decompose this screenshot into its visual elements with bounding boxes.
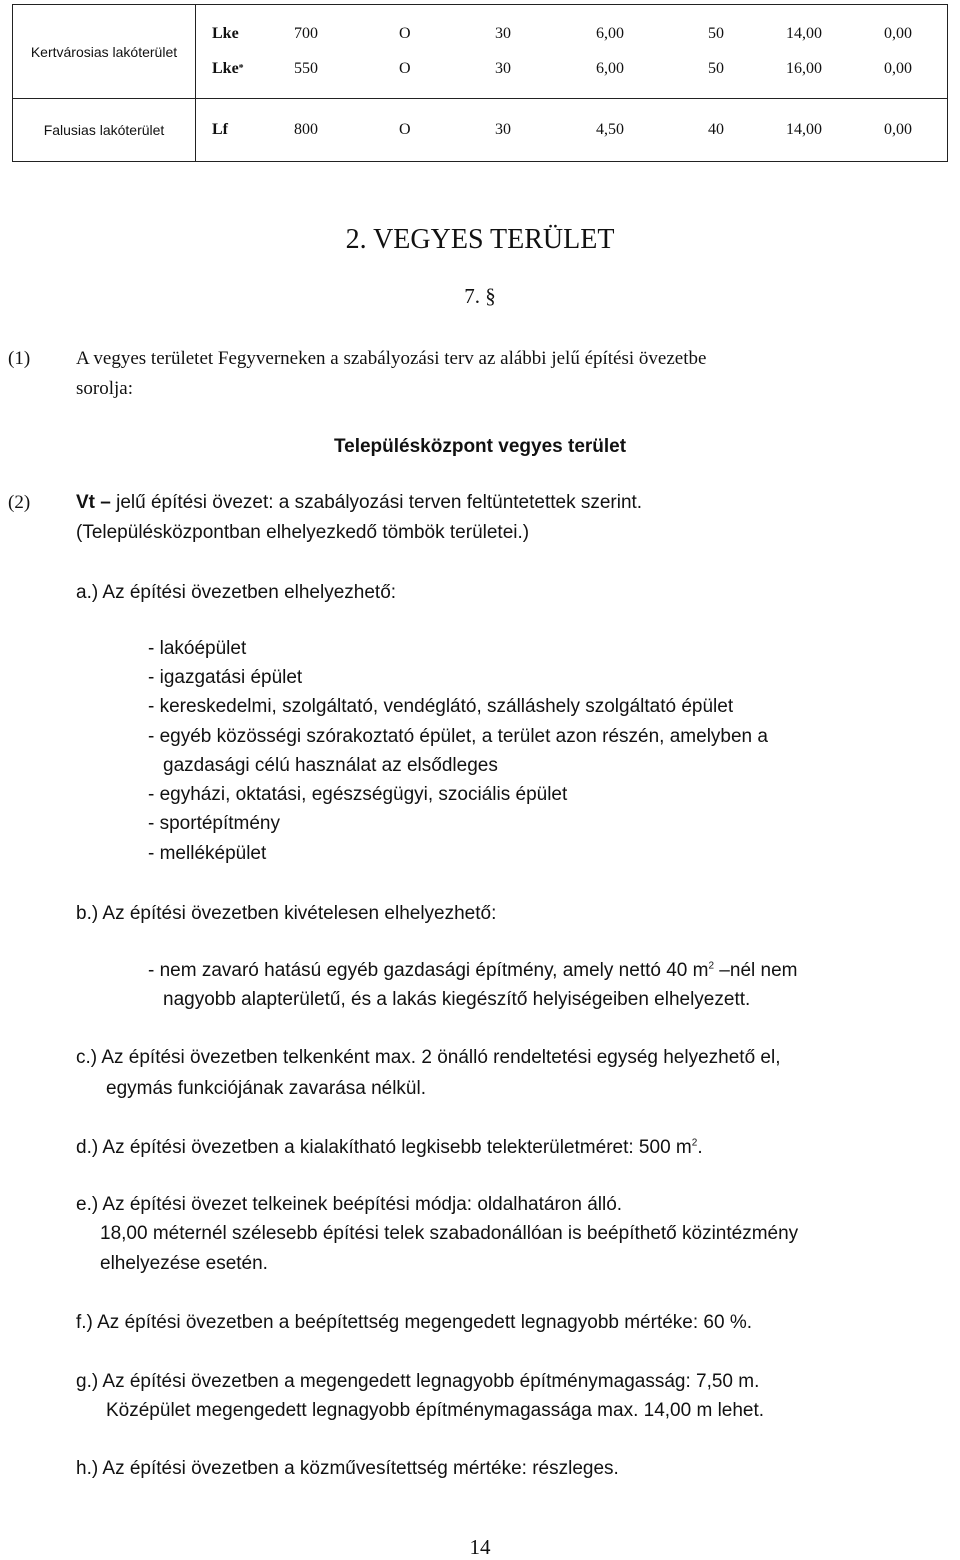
p2-line1: [76, 492, 642, 514]
zone-code: Lf: [212, 121, 228, 139]
zone-code: Lke: [212, 24, 239, 42]
section-title: 2. VEGYES TERÜLET: [345, 224, 615, 255]
max-coverage: 30: [495, 24, 511, 42]
building-mode: O: [399, 59, 411, 77]
min-lot-area: 800: [294, 121, 318, 139]
d-sup: 2: [691, 1137, 698, 1149]
min-lot-area: 550: [294, 59, 318, 77]
b-heading: b.) Az építési övezetben kivételesen elhelyezhető:: [76, 903, 497, 924]
d-text: d.) Az építési övezetben a kialakítható legkisebb telekterületméret: 500 m: [76, 1137, 692, 1158]
min-green-area: 50: [708, 59, 724, 77]
c-line1: c.) Az építési övezetben telkenként max. 2 önálló rendeltetési egység helyezhető el,: [76, 1047, 781, 1068]
paragraph-number: 7. §: [464, 284, 496, 308]
building-mode: O: [399, 121, 411, 139]
min-lot-width: 16,00: [786, 59, 822, 77]
b-line2: nagyobb alapterületű, és a lakás kiegészítő helyiségeiben elhelyezett.: [163, 989, 751, 1010]
min-lot-width: 14,00: [786, 24, 822, 42]
value-row: [196, 107, 947, 153]
min-lot-depth: 0,00: [884, 24, 912, 42]
list-item: - melléképület: [148, 843, 267, 864]
list-item: - sportépítmény: [148, 813, 280, 834]
values-cell: [196, 99, 948, 162]
page-number: 14: [469, 1535, 491, 1559]
min-green-area: 50: [708, 24, 724, 42]
b-line1-sup: 2: [708, 960, 715, 972]
min-lot-area: 700: [294, 24, 318, 42]
zone-code-vt: Vt –: [76, 492, 111, 513]
f-line1: f.) Az építési övezetben a beépítettség megengedett legnagyobb mértéke: 60 %.: [76, 1312, 753, 1333]
max-height: 6,00: [596, 24, 624, 42]
list-item: - egyéb közösségi szórakoztató épület, a terület azon részén, amelyben a: [148, 726, 768, 747]
d-tail: .: [697, 1137, 703, 1158]
category-cell: Kertvárosias lakóterület: [13, 5, 196, 99]
value-row: [196, 17, 947, 51]
g-line1: g.) Az építési övezetben a megengedett legnagyobb építménymagasság: 7,50 m.: [76, 1371, 760, 1392]
min-lot-depth: 0,00: [884, 59, 912, 77]
h-line1: h.) Az építési övezetben a közművesítettség mértéke: részleges.: [76, 1458, 619, 1479]
category-cell: Falusias lakóterület: [13, 99, 196, 162]
list-item: - egyházi, oktatási, egészségügyi, szociális épület: [148, 784, 568, 805]
list-item: gazdasági célú használat az elsődleges: [163, 755, 498, 776]
building-mode: O: [399, 24, 411, 42]
max-coverage: 30: [495, 121, 511, 139]
values-cell: [196, 5, 948, 99]
p2-line1-text: jelű építési övezet: a szabályozási terven feltüntetettek szerint.: [110, 492, 643, 513]
e-line1: e.) Az építési övezet telkeinek beépítési módja: oldalhatáron álló.: [76, 1194, 623, 1215]
table-row: [13, 99, 948, 162]
e-line2: 18,00 méternél szélesebb építési telek szabadonállóan is beépíthető közintézmény: [100, 1223, 799, 1244]
list-item: - kereskedelmi, szolgáltató, vendéglátó, szálláshely szolgáltató épület: [148, 696, 734, 717]
c-line2: egymás funkciójának zavarása nélkül.: [106, 1078, 427, 1099]
p1-number: (1): [8, 348, 31, 369]
d-line1: [76, 1137, 703, 1159]
e-line3: elhelyezése esetén.: [100, 1253, 268, 1274]
p2-line2: (Településközpontban elhelyezkedő tömbök területei.): [76, 522, 530, 543]
max-height: 6,00: [596, 59, 624, 77]
p1-line2: sorolja:: [76, 378, 133, 399]
list-item: - lakóépület: [148, 638, 247, 659]
max-coverage: 30: [495, 59, 511, 77]
p1-line1: A vegyes területet Fegyverneken a szabályozási terv az alábbi jelű építési övezetbe: [76, 348, 707, 369]
table-row: [13, 5, 948, 99]
a-heading: a.) Az építési övezetben elhelyezhető:: [76, 582, 397, 603]
b-line1: [148, 960, 797, 982]
g-line2: Középület megengedett legnagyobb építménymagassága max. 14,00 m lehet.: [106, 1400, 765, 1421]
subheading: Településközpont vegyes terület: [333, 436, 627, 457]
b-line1-tail: –nél nem: [714, 960, 798, 981]
min-green-area: 40: [708, 121, 724, 139]
list-item: - igazgatási épület: [148, 667, 303, 688]
zoning-table: [12, 4, 948, 162]
zone-code: Lke *: [212, 59, 244, 77]
value-row: [196, 51, 947, 87]
min-lot-width: 14,00: [786, 121, 822, 139]
b-line1-text: - nem zavaró hatású egyéb gazdasági építmény, amely nettó 40 m: [148, 960, 709, 981]
min-lot-depth: 0,00: [884, 121, 912, 139]
max-height: 4,50: [596, 121, 624, 139]
p2-number: (2): [8, 492, 31, 513]
